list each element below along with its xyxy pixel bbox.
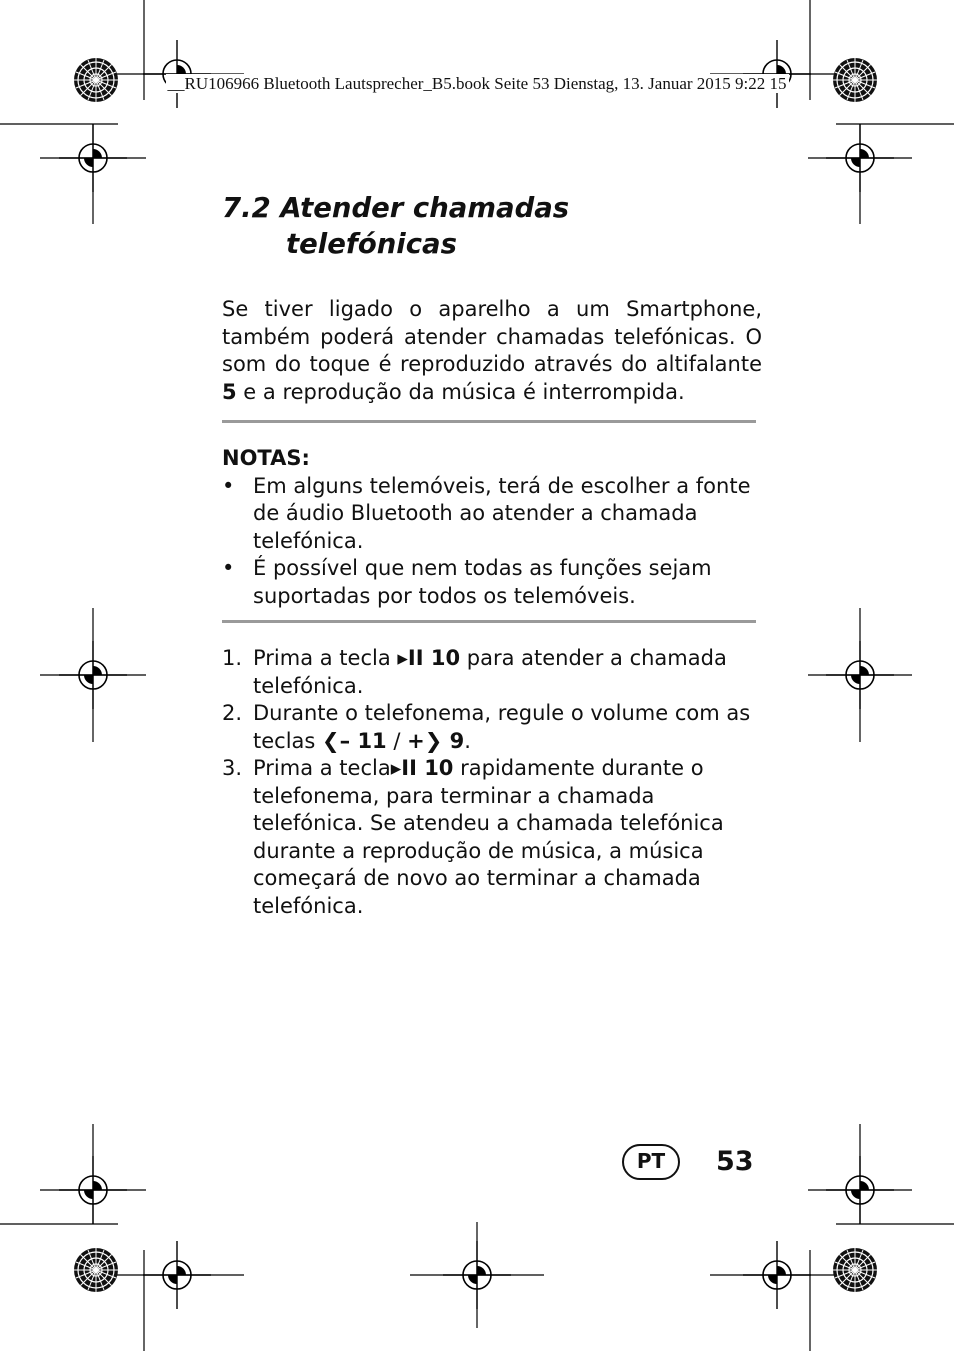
page-content [222, 190, 762, 920]
step-text: Prima a tecla [253, 646, 398, 670]
intro-paragraph [222, 296, 762, 406]
step-text: para atender a chamada telefónica. [253, 646, 727, 698]
intro-text-1: Se tiver ligado o aparelho a um Smartphone, também poderá atender chamadas telefónicas. O som do toque é reproduzido através do altifalante [222, 297, 762, 376]
volume-up-key: +❯ 9 [407, 728, 465, 753]
note-text: Em alguns telemóveis, terá de escolher a fonte de áudio Bluetooth ao atender a chamada telefónica. [253, 473, 751, 553]
print-slug [0, 74, 954, 94]
step-text: . [464, 728, 471, 753]
list-item [222, 755, 762, 920]
step-number: 1. [222, 646, 243, 670]
notes-title: NOTAS: [222, 446, 310, 470]
section-title-line1: 7.2 Atender chamadas [222, 192, 570, 224]
bullet-icon: • [222, 473, 235, 498]
steps-list [222, 645, 762, 920]
intro-text-2: e a reprodução da música é interrompida. [236, 379, 685, 404]
play-pause-key: ▸II 10 [397, 646, 461, 670]
step-separator: / [386, 728, 408, 753]
language-badge: PT [622, 1144, 680, 1180]
step-text: rapidamente durante o telefonema, para terminar a chamada telefónica. Se atendeu a chamada telefónica durante a reprodução de música, a música começará de novo ao terminar a chamada telefónica. [253, 756, 724, 918]
intro-ref: 5 [222, 379, 237, 404]
volume-down-key: ❮– 11 [322, 728, 387, 753]
divider-top [222, 420, 756, 423]
section-title [222, 190, 762, 262]
step-number: 3. [222, 756, 243, 780]
print-slug-text: __RU106966 Bluetooth Lautsprecher_B5.book Seite 53 Dienstag, 13. Januar 2015 9:22 15 [167, 74, 787, 93]
step-text: Durante o telefonema, regule o volume com as teclas [253, 701, 751, 753]
page-number: 53 [716, 1146, 754, 1177]
list-item [222, 700, 762, 755]
section-title-line2: telefónicas [286, 228, 457, 260]
note-text: É possível que nem todas as funções sejam suportadas por todos os telemóveis. [253, 556, 712, 608]
step-text: Prima a tecla [253, 756, 391, 780]
list-item [222, 473, 762, 556]
list-item [222, 555, 762, 610]
list-item [222, 645, 762, 700]
bullet-icon: • [222, 556, 235, 580]
play-pause-key: ▸II 10 [390, 756, 454, 780]
notes-list [222, 473, 762, 611]
step-number: 2. [222, 701, 243, 725]
divider-bottom [222, 620, 756, 623]
